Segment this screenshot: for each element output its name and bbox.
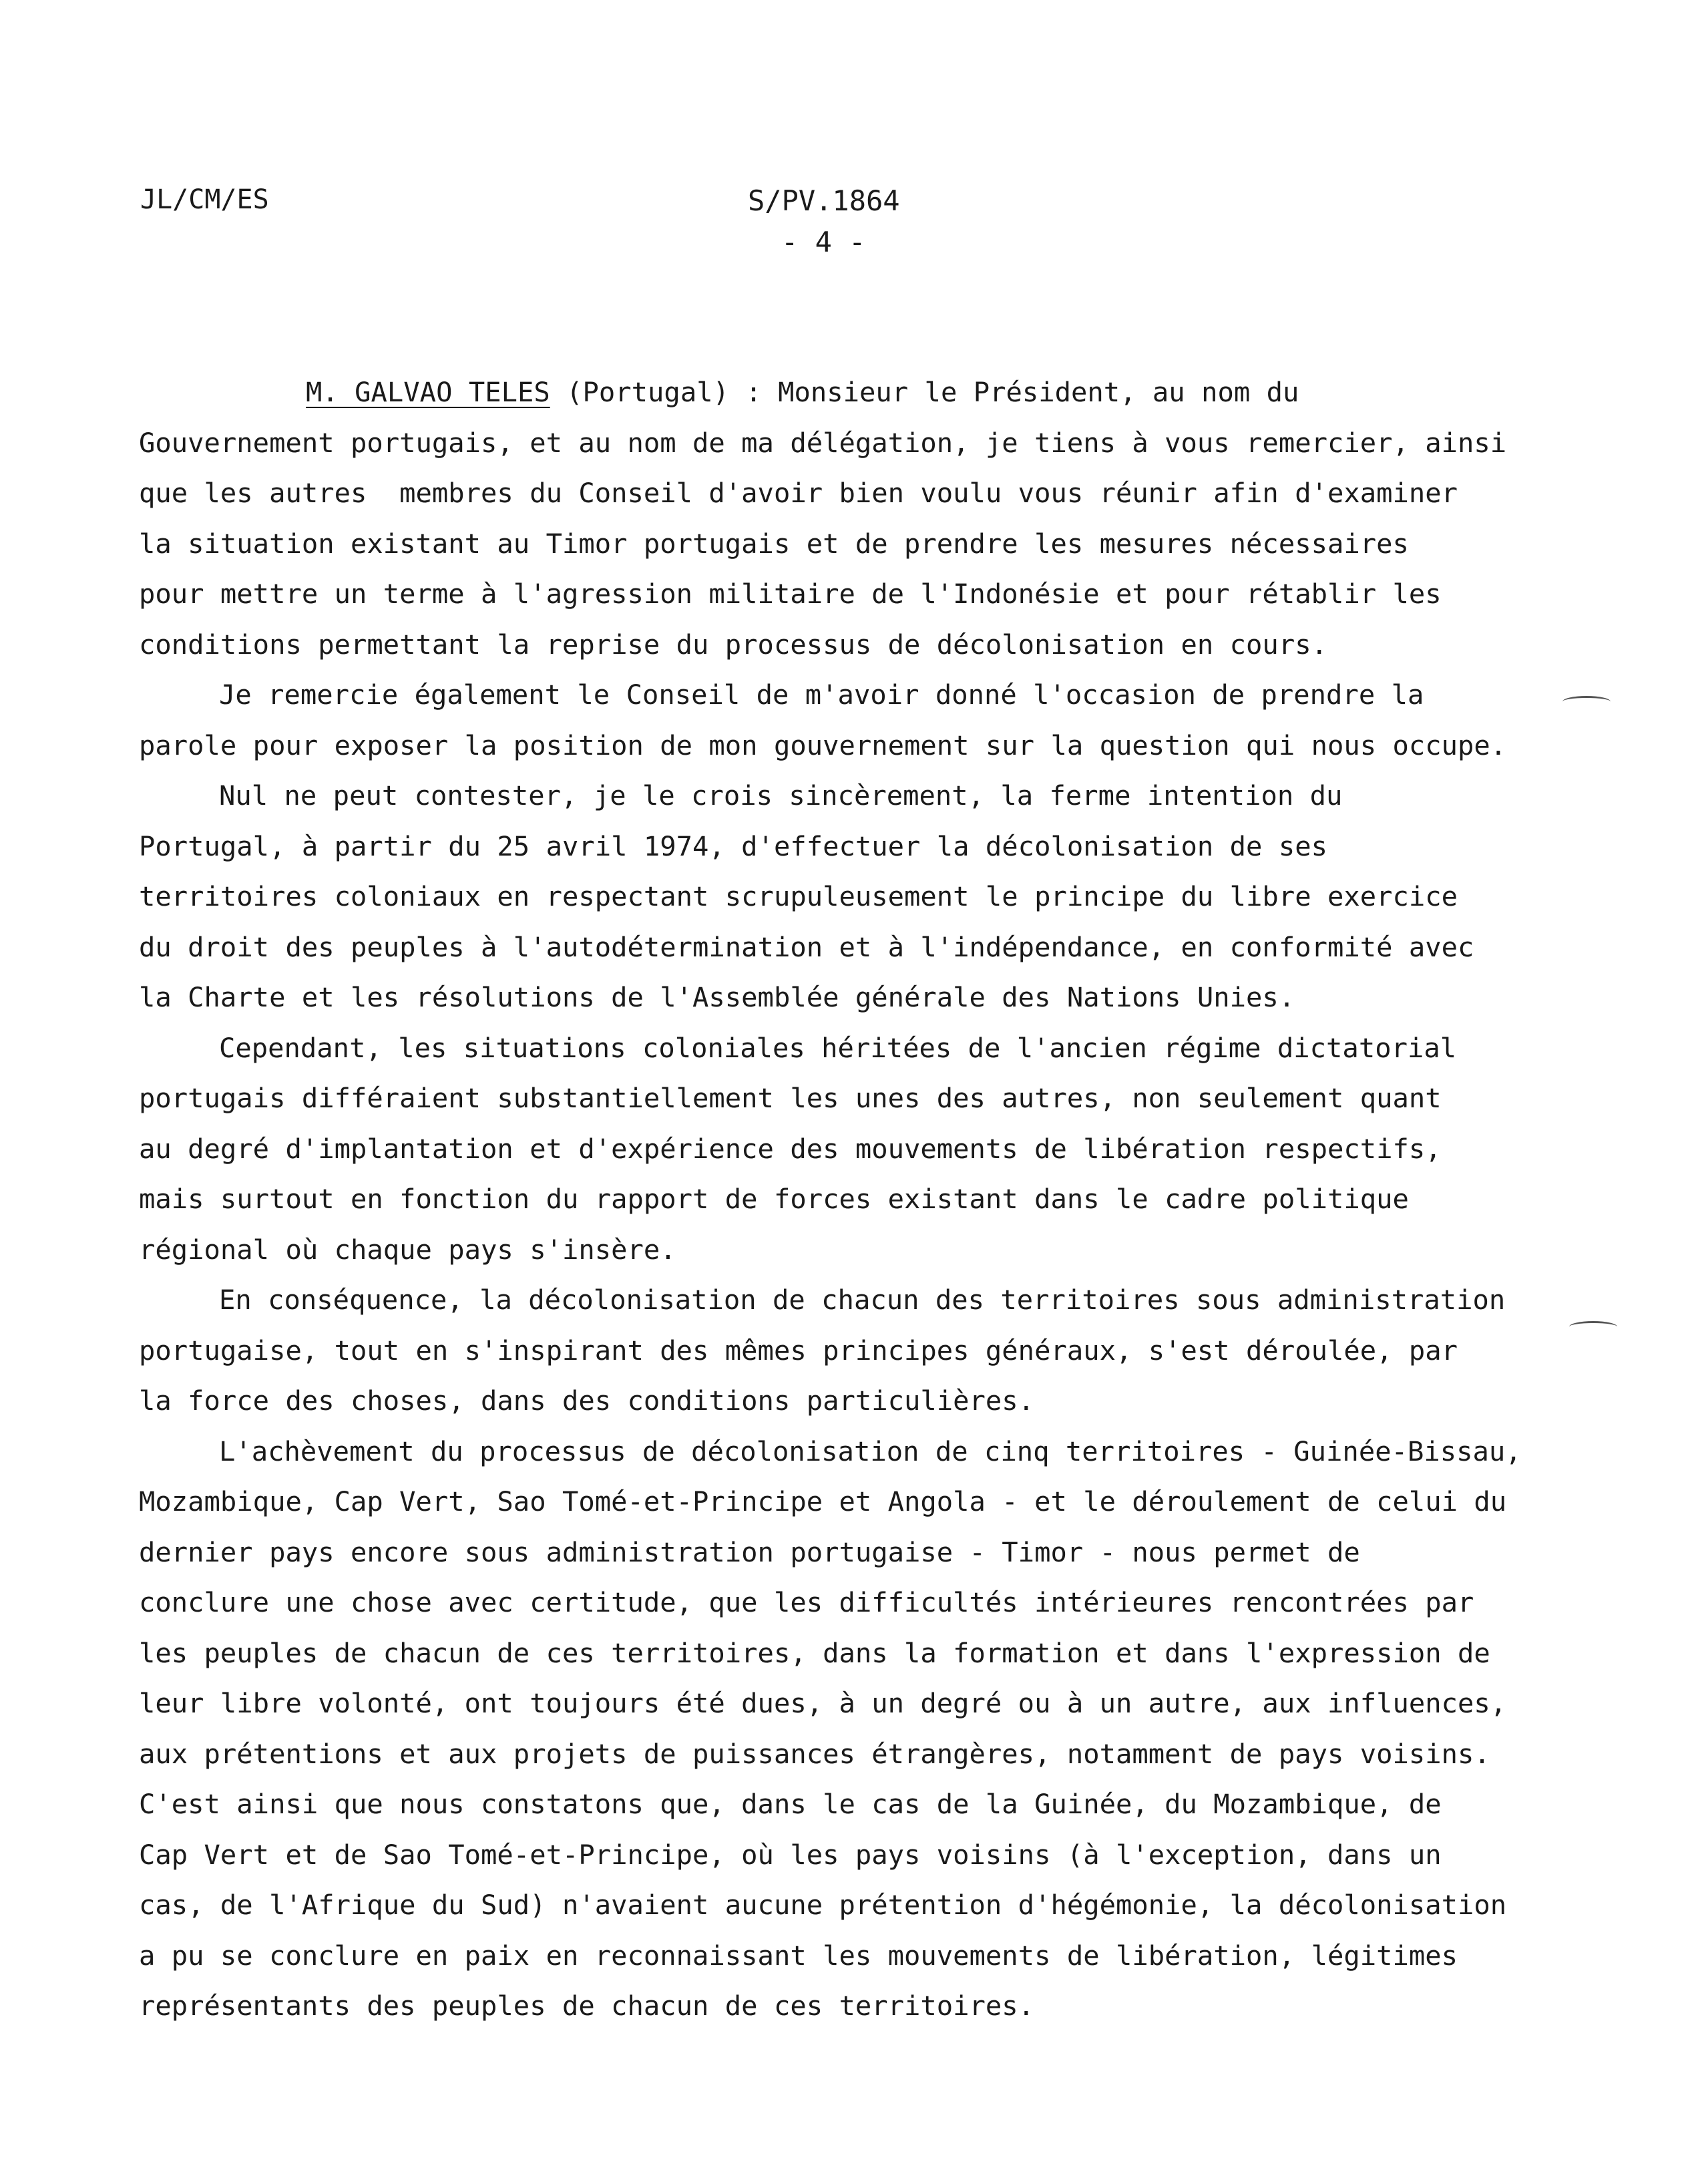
speech-line: portugais différaient substantiellement les unes des autres, non seulement quant — [139, 1082, 1442, 1114]
speech-line: régional où chaque pays s'insère. — [139, 1233, 676, 1266]
speech-line: conclure une chose avec certitude, que les difficultés intérieures rencontrées par — [139, 1586, 1474, 1618]
speech-line — [139, 367, 1568, 418]
speech-line: Je remercie également le Conseil de m'avoir donné l'occasion de prendre la — [219, 679, 1424, 711]
speech-body — [139, 367, 1568, 2032]
speech-line: Nul ne peut contester, je le crois sincèrement, la ferme intention du — [219, 779, 1343, 811]
speech-line: Mozambique, Cap Vert, Sao Tomé-et-Principe et Angola - et le déroulement de celui du — [139, 1485, 1507, 1517]
document-symbol: S/PV.1864 — [748, 184, 900, 217]
speech-line: au degré d'implantation et d'expérience des mouvements de libération respectifs, — [139, 1132, 1442, 1165]
speech-line: parole pour exposer la position de mon gouvernement sur la question qui nous occupe. — [139, 729, 1507, 761]
speech-line: conditions permettant la reprise du processus de décolonisation en cours. — [139, 628, 1327, 661]
speech-line: Cap Vert et de Sao Tomé-et-Principe, où les pays voisins (à l'exception, dans un — [139, 1838, 1442, 1871]
speech-line: cas, de l'Afrique du Sud) n'avaient aucune prétention d'hégémonie, la décolonisation — [139, 1889, 1507, 1921]
speech-line: la situation existant au Timor portugais et de prendre les mesures nécessaires — [139, 527, 1409, 560]
speech-line: pour mettre un terme à l'agression militaire de l'Indonésie et pour rétablir les — [139, 578, 1442, 610]
speech-line: la Charte et les résolutions de l'Assemblée générale des Nations Unies. — [139, 981, 1295, 1013]
speech-line: a pu se conclure en paix en reconnaissant les mouvements de libération, légitimes — [139, 1939, 1458, 1972]
speech-line: mais surtout en fonction du rapport de forces existant dans le cadre politique — [139, 1183, 1409, 1215]
speech-line: En conséquence, la décolonisation de chacun des territoires sous administration — [219, 1284, 1506, 1316]
margin-mark — [1569, 1321, 1617, 1332]
speech-line-text: (Portugal) : Monsieur le Président, au nom du — [550, 376, 1299, 408]
speech-line: territoires coloniaux en respectant scrupuleusement le principe du libre exercice — [139, 880, 1458, 912]
speech-line: aux prétentions et aux projets de puissances étrangères, notamment de pays voisins. — [139, 1737, 1490, 1770]
speech-line: L'achèvement du processus de décolonisation de cinq territoires - Guinée-Bissau, — [219, 1435, 1522, 1467]
speech-line: Portugal, à partir du 25 avril 1974, d'effectuer la décolonisation de ses — [139, 830, 1327, 862]
speech-line: que les autres membres du Conseil d'avoir bien voulu vous réunir afin d'examiner — [139, 477, 1458, 509]
speech-line: les peuples de chacun de ces territoires, dans la formation et dans l'expression de — [139, 1636, 1490, 1669]
page-number: - 4 - — [781, 226, 866, 258]
speech-line: dernier pays encore sous administration portugaise - Timor - nous permet de — [139, 1535, 1360, 1568]
speech-line: du droit des peuples à l'autodétermination et à l'indépendance, en conformité avec — [139, 930, 1474, 963]
speech-line: Cependant, les situations coloniales héritées de l'ancien régime dictatorial — [219, 1031, 1457, 1064]
document-reference: JL/CM/ES — [140, 184, 269, 215]
speech-line: la force des choses, dans des conditions particulières. — [139, 1385, 1035, 1417]
speech-line: représentants des peuples de chacun de ces territoires. — [139, 1990, 1035, 2022]
speech-line: leur libre volonté, ont toujours été dues, à un degré ou à un autre, aux influences, — [139, 1687, 1507, 1719]
speech-line: portugaise, tout en s'inspirant des mêmes principes généraux, s'est déroulée, par — [139, 1334, 1458, 1367]
speech-line: Gouvernement portugais, et au nom de ma délégation, je tiens à vous remercier, ainsi — [139, 426, 1507, 459]
speaker-name: M. GALVAO TELES — [306, 376, 550, 408]
speech-line: C'est ainsi que nous constatons que, dans le cas de la Guinée, du Mozambique, de — [139, 1788, 1442, 1820]
margin-mark — [1562, 696, 1611, 707]
